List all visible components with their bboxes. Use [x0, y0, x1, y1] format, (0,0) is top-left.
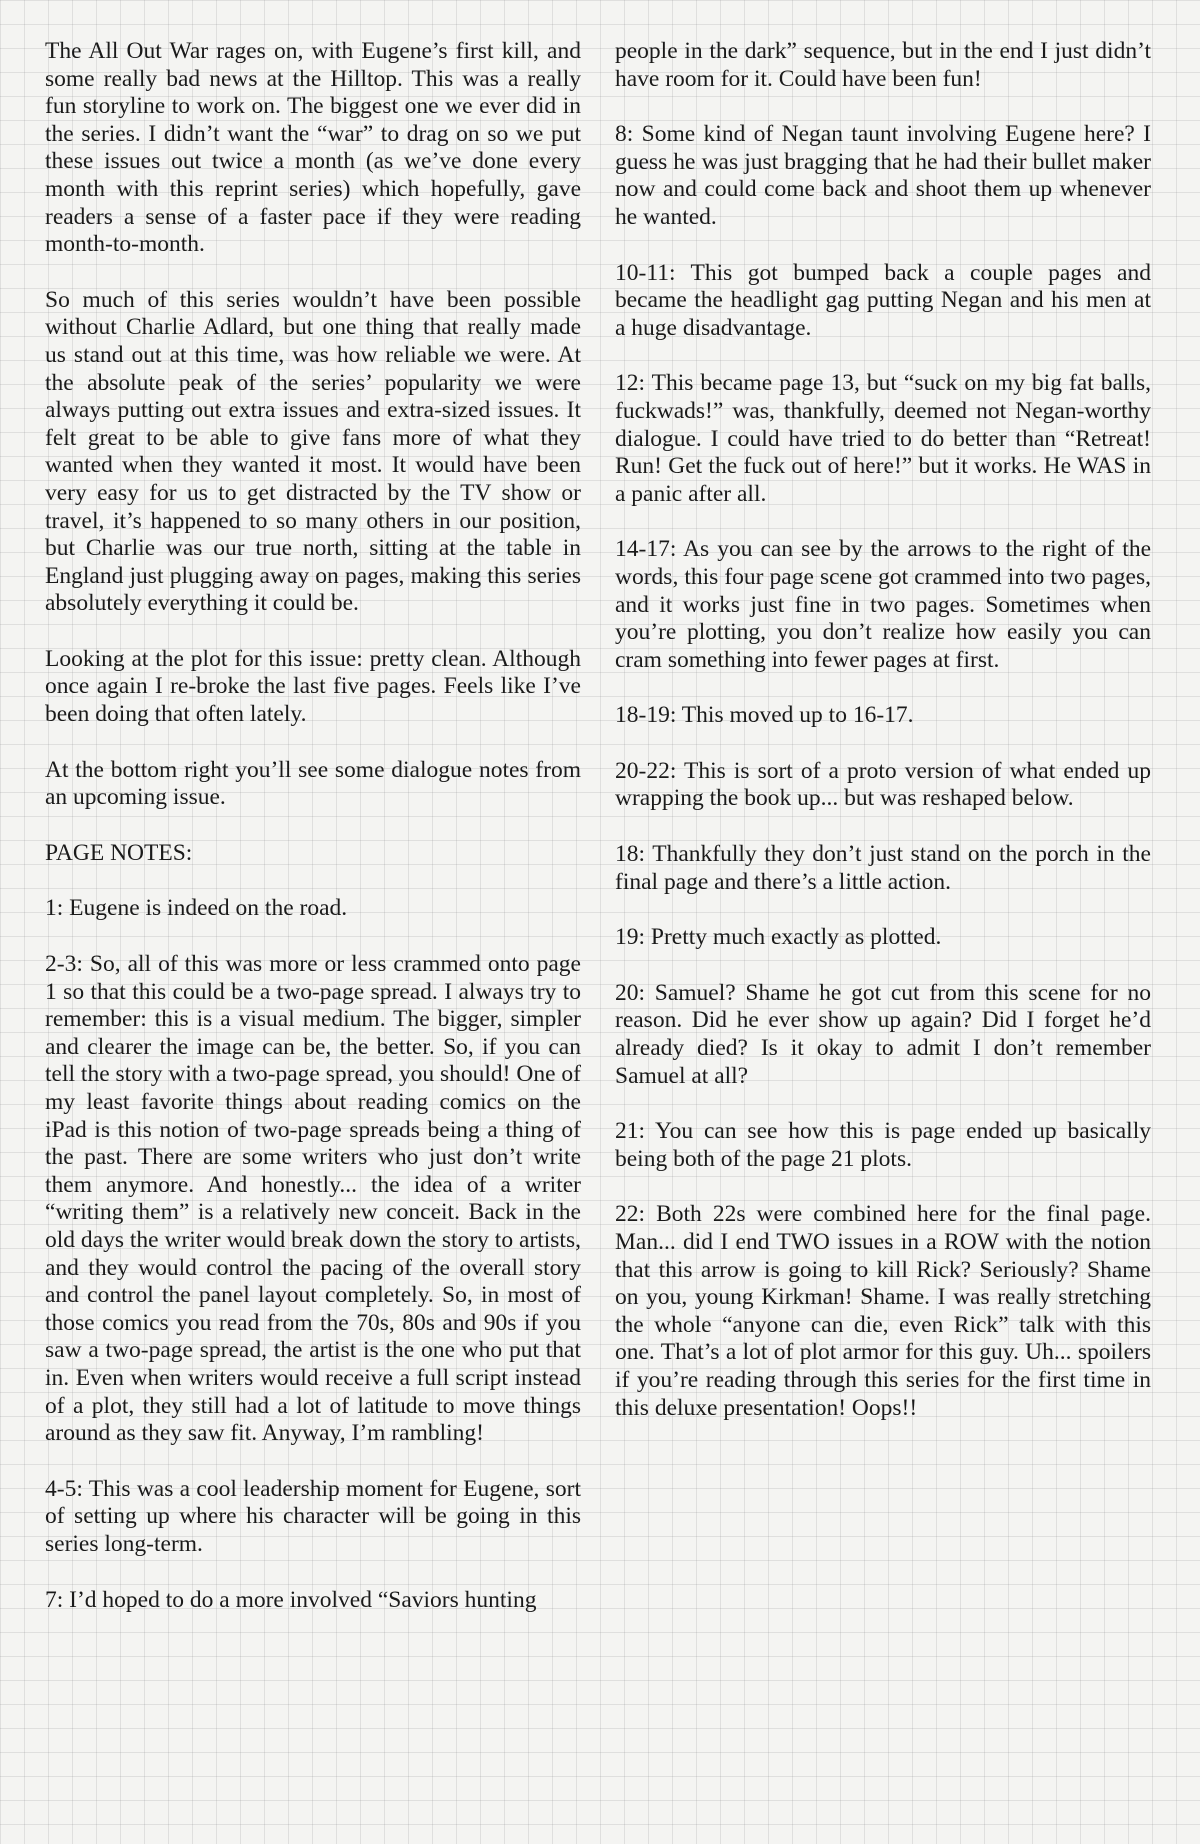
paragraph-plot-overview: Looking at the plot for this issue: pretty clean. Although once again I re-broke the last five pages. Feels like I’ve been doing that often lately. — [45, 645, 581, 728]
paragraph-intro: The All Out War rages on, with Eugene’s first kill, and some really bad news at the Hilltop. This was a really fun storyline to work on. The biggest one we ever did in the series. I didn’t want the “war” to drag on so we put these issues out twice a month (as we’ve done every month with this reprint series) which hopefully, gave readers a sense of a faster pace if they were reading month-to-month. — [45, 38, 581, 258]
note-page-7: 7: I’d hoped to do a more involved “Saviors hunting — [45, 1586, 537, 1613]
note-page-7-continued: people in the dark” sequence, but in the end I just didn’t have room for it. Could have been fun! — [615, 38, 1151, 92]
note-page-18: 18: Thankfully they don’t just stand on the porch in the final page and there’s a little action. — [615, 841, 1151, 895]
left-column — [45, 38, 581, 1642]
note-pages-18-19: 18-19: This moved up to 16-17. — [615, 702, 914, 729]
note-pages-2-3: 2-3: So, all of this was more or less crammed onto page 1 so that this could be a two-page spread. I always try to remember: this is a visual medium. The bigger, simpler and clearer the image can be, the better. So, if you can tell the story with a two-page spread, you should! One of my least favorite things about reading comics on the iPad is this notion of two-page spreads being a thing of the past. There are some writers who just don’t write them anymore. And honestly... the idea of a writer “writing them” is a relatively new conceit. Back in the old days the writer would break down the story to artists, and they would control the pacing of the overall story and control the panel layout completely. So, in most of those comics you read from the 70s, 80s and 90s if you saw a two-page spread, the artist is the one who put that in. Even when writers would receive a full script instead of a plot, they still had a lot of latitude to move things around as they saw fit. Anyway, I’m rambling! — [45, 951, 581, 1447]
note-pages-4-5: 4-5: This was a cool leadership moment for Eugene, sort of setting up where his character will be going in this series long-term. — [45, 1475, 581, 1557]
note-pages-10-11: 10-11: This got bumped back a couple pages and became the headlight gag putting Negan and his men at a huge disadvantage. — [615, 259, 1151, 341]
note-page-22: 22: Both 22s were combined here for the final page. Man... did I end TWO issues in a ROW with the notion that this arrow is going to kill Rick? Seriously? Shame on you, young Kirkman! Shame. I was really stretching the whole “anyone can die, even Rick” talk with this one. That’s a lot of plot armor for this guy. Uh... spoilers if you’re reading through this series for the first time in this deluxe presentation! Oops!! — [615, 1201, 1151, 1421]
paragraph-charlie-adlard: So much of this series wouldn’t have been possible without Charlie Adlard, but one thing that really made us stand out at this time, was how reliable we were. At the absolute peak of the series’ popularity we were always putting out extra issues and extra-sized issues. It felt great to be able to give fans more of what they wanted when they wanted it most. It would have been very easy for us to get distracted by the TV show or travel, it’s happened to so many others in our position, but Charlie was our true north, sitting at the table in England just plugging away on pages, making this series absolutely everything it could be. — [45, 286, 581, 617]
note-page-12: 12: This became page 13, but “suck on my big fat balls, fuckwads!” was, thankfully, deemed not Negan-worthy dialogue. I could have tried to do better than “Retreat! Run! Get the fuck out of here!” but it works. He WAS in a panic after all. — [615, 370, 1151, 507]
note-page-20: 20: Samuel? Shame he got cut from this scene for no reason. Did he ever show up again? Did I forget he’d already died? Is it okay to admit I don’t remember Samuel at all? — [615, 979, 1151, 1089]
note-pages-14-17: 14-17: As you can see by the arrows to the right of the words, this four page scene got crammed into two pages, and it works just fine in two pages. Sometimes when you’re plotting, you don’t realize how easily you can cram something into fewer pages at first. — [615, 536, 1151, 673]
page-notes-heading: PAGE NOTES: — [45, 839, 193, 866]
note-page-8: 8: Some kind of Negan taunt involving Eugene here? I guess he was just bragging that he had their bullet maker now and could come back and shoot them up whenever he wanted. — [615, 121, 1151, 230]
paragraph-dialogue-notes: At the bottom right you’ll see some dialogue notes from an upcoming issue. — [45, 756, 581, 811]
note-page-21: 21: You can see how this is page ended up basically being both of the page 21 plots. — [615, 1118, 1151, 1172]
note-page-1: 1: Eugene is indeed on the road. — [45, 895, 348, 922]
note-pages-20-22: 20-22: This is sort of a proto version of what ended up wrapping the book up... but was reshaped below. — [615, 757, 1151, 812]
note-page-19: 19: Pretty much exactly as plotted. — [615, 924, 942, 951]
right-column — [615, 38, 1151, 1450]
